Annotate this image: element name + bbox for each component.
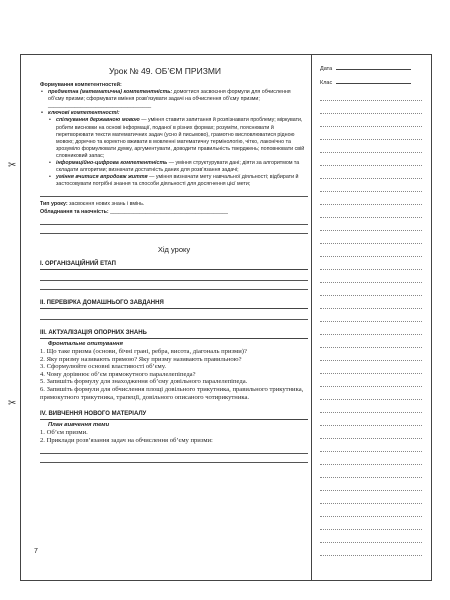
- notes-line: [320, 529, 422, 530]
- fill-line[interactable]: [40, 454, 308, 463]
- class-field: [320, 80, 411, 86]
- notes-line: [320, 152, 422, 153]
- notes-line: [320, 178, 422, 179]
- section-organizational: I. ОРГАНІЗАЦІЙНИЙ ЕТАП: [40, 261, 308, 270]
- fill-line[interactable]: [40, 445, 308, 454]
- notes-line: [320, 321, 422, 322]
- frontal-survey-heading: Фронтальне опитування: [48, 340, 123, 347]
- question-item: 5. Запишіть формулу для знаходження об’єму довільного паралелепіпеда.: [40, 378, 248, 386]
- competency-item: • інформаційно-цифрова компетентність — уміння структурувати дані; діяти за алгоритмом та складати алгоритми; визначати достатність даних для розв’язання задачі;: [48, 160, 308, 174]
- question-item: 4. Чому дорівнює об’єм прямокутного паралелепіпеда?: [40, 370, 196, 378]
- fill-line[interactable]: [40, 188, 308, 197]
- notes-line: [320, 490, 422, 491]
- notes-line: [320, 256, 422, 257]
- notes-line: [320, 373, 422, 374]
- notes-line: [320, 334, 422, 335]
- date-line[interactable]: [336, 69, 411, 70]
- notes-line: [320, 204, 422, 205]
- question-list: [40, 348, 308, 401]
- notes-line: [320, 295, 422, 296]
- notes-line: [320, 542, 422, 543]
- notes-line: [320, 516, 422, 517]
- fill-line[interactable]: [40, 225, 308, 234]
- notes-line: [320, 386, 422, 387]
- notes-line: [320, 269, 422, 270]
- plan-item: 1. Об’єм призми.: [40, 429, 88, 437]
- section-homework-check: II. ПЕРЕВІРКА ДОМАШНЬОГО ЗАВДАННЯ: [40, 300, 308, 309]
- plan-heading: План вивчення теми: [48, 422, 110, 429]
- notes-line: [320, 165, 422, 166]
- lesson-progress-heading: Хід уроку: [157, 244, 191, 254]
- competencies-heading: Формування компетентностей:: [40, 82, 122, 88]
- notes-line: [320, 425, 422, 426]
- notes-line: [320, 217, 422, 218]
- date-label: Дата: [320, 66, 333, 72]
- class-label: Клас: [320, 80, 333, 86]
- notes-line: [320, 399, 422, 400]
- notes-line: [320, 126, 422, 127]
- notes-line: [320, 243, 422, 244]
- notes-line: [320, 282, 422, 283]
- lesson-type: Тип уроку: засвоєння нових знань і вмінь.: [40, 201, 145, 208]
- plan-list: [40, 429, 308, 444]
- notes-line: [320, 191, 422, 192]
- notes-line: [320, 139, 422, 140]
- scissors-icon: ✂: [8, 398, 17, 409]
- fill-line[interactable]: [40, 311, 308, 320]
- notes-line: [320, 438, 422, 439]
- notes-line: [320, 464, 422, 465]
- question-item: 6. Запишіть формули для обчислення площі довільного трикутника, правильного трикутника, прямокутного трикутника, трапеції, довільного описаного чотирикутника.: [40, 386, 304, 401]
- fill-line[interactable]: [40, 281, 308, 290]
- page-number: 7: [34, 548, 38, 555]
- fill-line[interactable]: [40, 216, 308, 225]
- notes-line: [320, 503, 422, 504]
- notes-line: [320, 451, 422, 452]
- question-item: 2. Яку призму називають прямою? Яку призму називають правильною?: [40, 355, 242, 363]
- notes-line: [320, 100, 422, 101]
- notes-line: [320, 113, 422, 114]
- subject-competency: • предметна (математична) компетентність: домогтися засвоєння формули для обчислення об’єму призми; сформувати вміння розв’язувати задачі на обчислення об’єму призми; ___________________________________: [40, 89, 308, 110]
- section-knowledge-update: III. АКТУАЛІЗАЦІЯ ОПОРНИХ ЗНАНЬ: [40, 330, 308, 339]
- competency-item: • спілкування державною мовою — уміння ставити запитання й розпізнавати проблему; міркувати, робити висновки на основі інформації, поданої в різних формах; розуміти, пояснювати й перетворювати тексти математичних задач (усно й письмово), грамотно висловлюватися рідною мовою; доречно та коректно вживати в мовленні математичну термінологію, чітко, лаконічно та зрозуміло формулювати думку, аргументувати, доводити правильність тверджень; поповнювати свій словниковий запас;: [48, 117, 308, 160]
- class-line[interactable]: [336, 83, 411, 84]
- lesson-content: [40, 82, 308, 463]
- notes-line: [320, 555, 422, 556]
- notes-line: [320, 477, 422, 478]
- lesson-title: Урок № 49. ОБ’ЄМ ПРИЗМИ: [108, 66, 222, 76]
- competency-item: • уміння вчитися впродовж життя — уміння визначати мету навчальної діяльності; відбирати й застосовувати потрібні знання та способи діяльності для досягнення цієї мети;: [48, 174, 308, 188]
- notes-line: [320, 412, 422, 413]
- notes-line: [320, 360, 422, 361]
- notes-line: [320, 308, 422, 309]
- scissors-icon: ✂: [8, 160, 17, 171]
- date-field: [320, 66, 411, 72]
- question-item: 1. Що таке призма (основи, бічні грані, ребра, висота, діагональ призми)?: [40, 348, 247, 356]
- section-new-material: IV. ВИВЧЕННЯ НОВОГО МАТЕРІАЛУ: [40, 411, 308, 420]
- question-item: 3. Сформулюйте основні властивості об’єму.: [40, 363, 167, 371]
- column-divider: [311, 55, 312, 580]
- equipment: Обладнання та наочність: ________________________________________: [40, 208, 228, 215]
- notes-line: [320, 230, 422, 231]
- plan-item: 2. Приклади розв’язання задач на обчислення об’єму призми:: [40, 437, 213, 444]
- fill-line[interactable]: [40, 272, 308, 281]
- key-competencies-heading: • ключові компетентності:: [40, 110, 308, 117]
- notes-line: [320, 347, 422, 348]
